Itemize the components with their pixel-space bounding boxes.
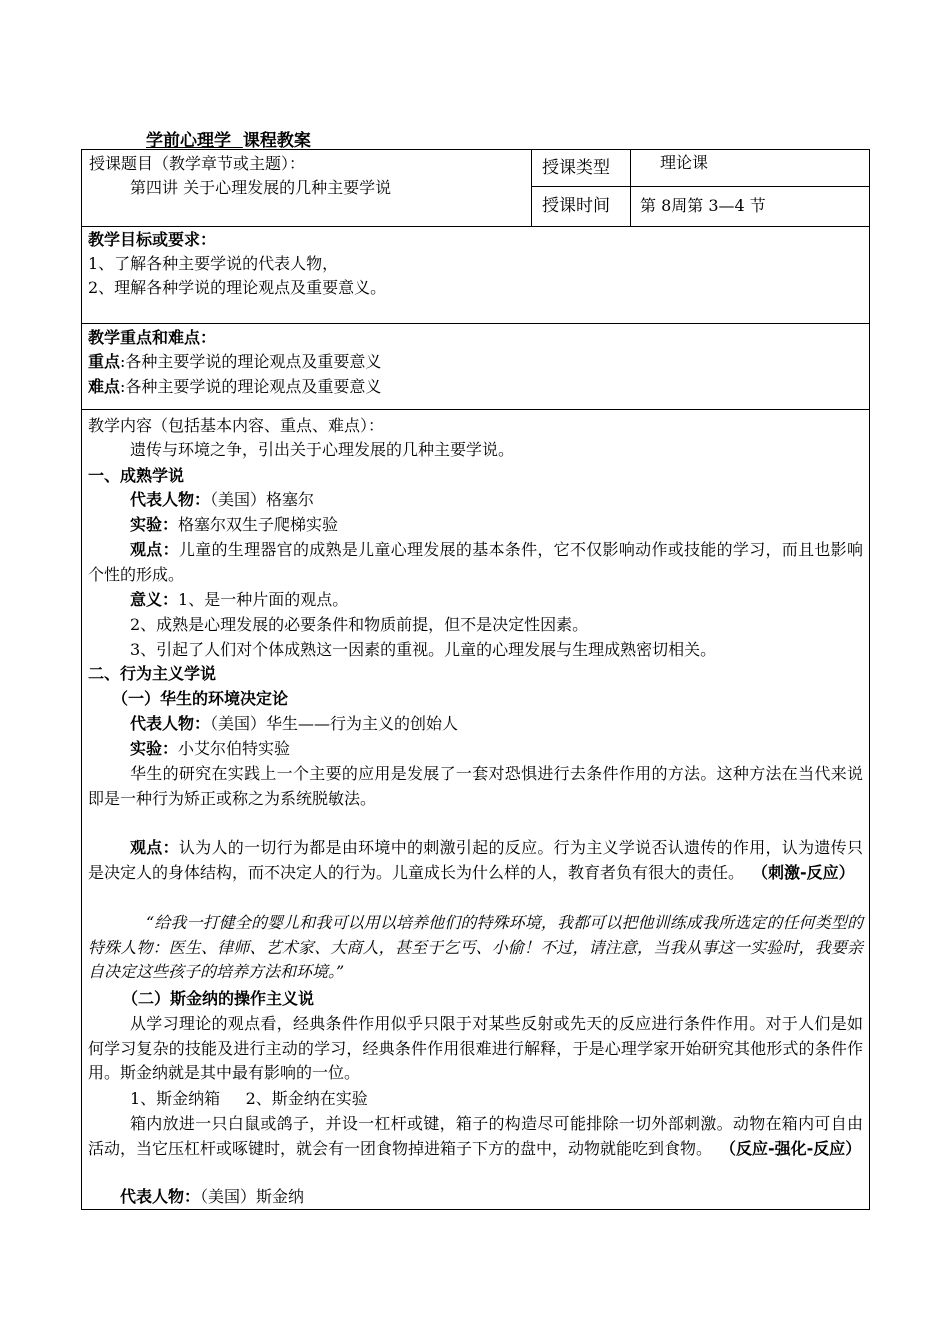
value: （美国）华生——行为主义的创始人 [210,714,459,733]
experiment [130,739,290,759]
value: （美国）格塞尔 [210,490,315,509]
tag: （反应-强化-反应） [728,1138,862,1158]
skinner-box-paragraph [88,1112,863,1161]
topic-label: 授课题目（教学章节或主题）： [89,154,306,173]
viewpoint [88,538,863,587]
type-label: 授课类型 [542,158,610,178]
significance-item: 3、引起了人们对个体成熟这一因素的重视。儿童的心理发展与生理成熟密切相关。 [130,640,717,659]
difficult-point [88,377,381,397]
divider [531,149,532,226]
significance [130,590,348,610]
course-name: 学前心理学 [146,131,231,151]
type-value: 理论课 [660,153,709,172]
value: 儿童的生理器官的成熟是儿童心理发展的基本条件，它不仅影响动作或技能的学习，而且也影响个性的形成。 [88,540,863,584]
key-text: :各种主要学说的理论观点及重要意义 [120,352,382,371]
diff-label: 难点 [88,377,121,396]
objective-item: 1、了解各种主要学说的代表人物， [88,254,339,273]
application-paragraph: 华生的研究在实践上一个主要的应用是发展了一套对恐惧进行去条件作用的方法。这种方法在当代来说即是一种行为矫正或称之为系统脱敏法。 [88,764,863,808]
keypoints-heading: 教学重点和难点： [88,328,217,347]
page-title [146,126,311,151]
tag: （刺激-反应） [760,862,855,882]
watson-quote: “给我一打健全的婴儿和我可以用以培养他们的特殊环境，我都可以把他训练成我所选定的任何类型的特殊人物：医生、律师、艺术家、大商人，甚至于乞丐、小偷！不过，请注意，当我从事这一实验时，我要亲自决定这些孩子的培养方法和环境。” [88,913,863,981]
divider [81,323,870,324]
value: 认为人的一切行为都是由环境中的刺激引起的反应。行为主义学说否认遗传的作用，认为遗传只是决定人的身体结构，而不决定人的行为。儿童成长为什么样的人，教育者负有很大的责任。 [88,838,863,882]
doc-type: 课程教案 [242,131,311,151]
value: 1、是一种片面的观点。 [178,590,349,609]
value: 箱内放进一只白鼠或鸽子，并设一杠杆或键，箱子的构造尽可能排除一切外部刺激。动物在箱内可自由活动，当它压杠杆或啄键时，就会有一团食物掉进箱子下方的盘中，动物就能吃到食物。 [88,1114,863,1158]
label: 观点： [130,838,179,857]
key-label: 重点 [88,352,121,371]
skinner-paragraph: 从学习理论的观点看，经典条件作用似乎只限于对某些反射或先天的反应进行条件作用。对于人们是如何学习复杂的技能及进行主动的学习，经典条件作用很难进行解释，于是心理学家开始研究其他形式的条件作用。斯金纳就是其中最有影响的一位。 [88,1014,863,1082]
subsection-title: （一）华生的环境决定论 [112,689,289,708]
value: 格塞尔双生子爬梯实验 [178,515,339,534]
divider [81,409,870,410]
time-label: 授课时间 [542,196,610,216]
value: 小艾尔伯特实验 [178,739,291,758]
key-point [88,352,381,372]
viewpoint [88,836,863,885]
content-heading: 教学内容（包括基本内容、重点、难点）： [88,416,385,435]
divider [81,226,870,227]
significance-item: 2、成熟是心理发展的必要条件和物质前提，但不是决定性因素。 [130,615,589,634]
objective-item: 2、理解各种学说的理论观点及重要意义。 [88,278,387,297]
title-gap [231,131,243,151]
representative [120,1187,304,1207]
topic-value: 第四讲 关于心理发展的几种主要学说 [130,178,392,197]
content-intro: 遗传与环境之争，引出关于心理发展的几种主要学说。 [130,440,515,459]
representative [130,490,314,510]
value: （美国）斯金纳 [200,1187,305,1206]
divider [630,149,631,226]
label: 代表人物： [130,714,211,733]
label: 观点： [130,540,179,559]
objectives-heading: 教学目标或要求： [88,230,217,249]
section-title: 二、行为主义学说 [88,664,217,683]
subsection-title: （二）斯金纳的操作主义说 [122,989,315,1008]
diff-text: :各种主要学说的理论观点及重要意义 [120,377,382,396]
representative [130,714,458,734]
experiment [130,515,338,535]
section-title: 一、成熟学说 [88,466,185,485]
label: 代表人物： [120,1187,201,1206]
label: 实验： [130,515,179,534]
label: 代表人物： [130,490,211,509]
time-value: 第 8周第 3—4 节 [640,196,766,215]
skinner-list: 1、斯金纳箱 2、斯金纳在实验 [130,1089,368,1108]
divider [531,186,870,187]
label: 意义： [130,590,179,609]
label: 实验： [130,739,179,758]
